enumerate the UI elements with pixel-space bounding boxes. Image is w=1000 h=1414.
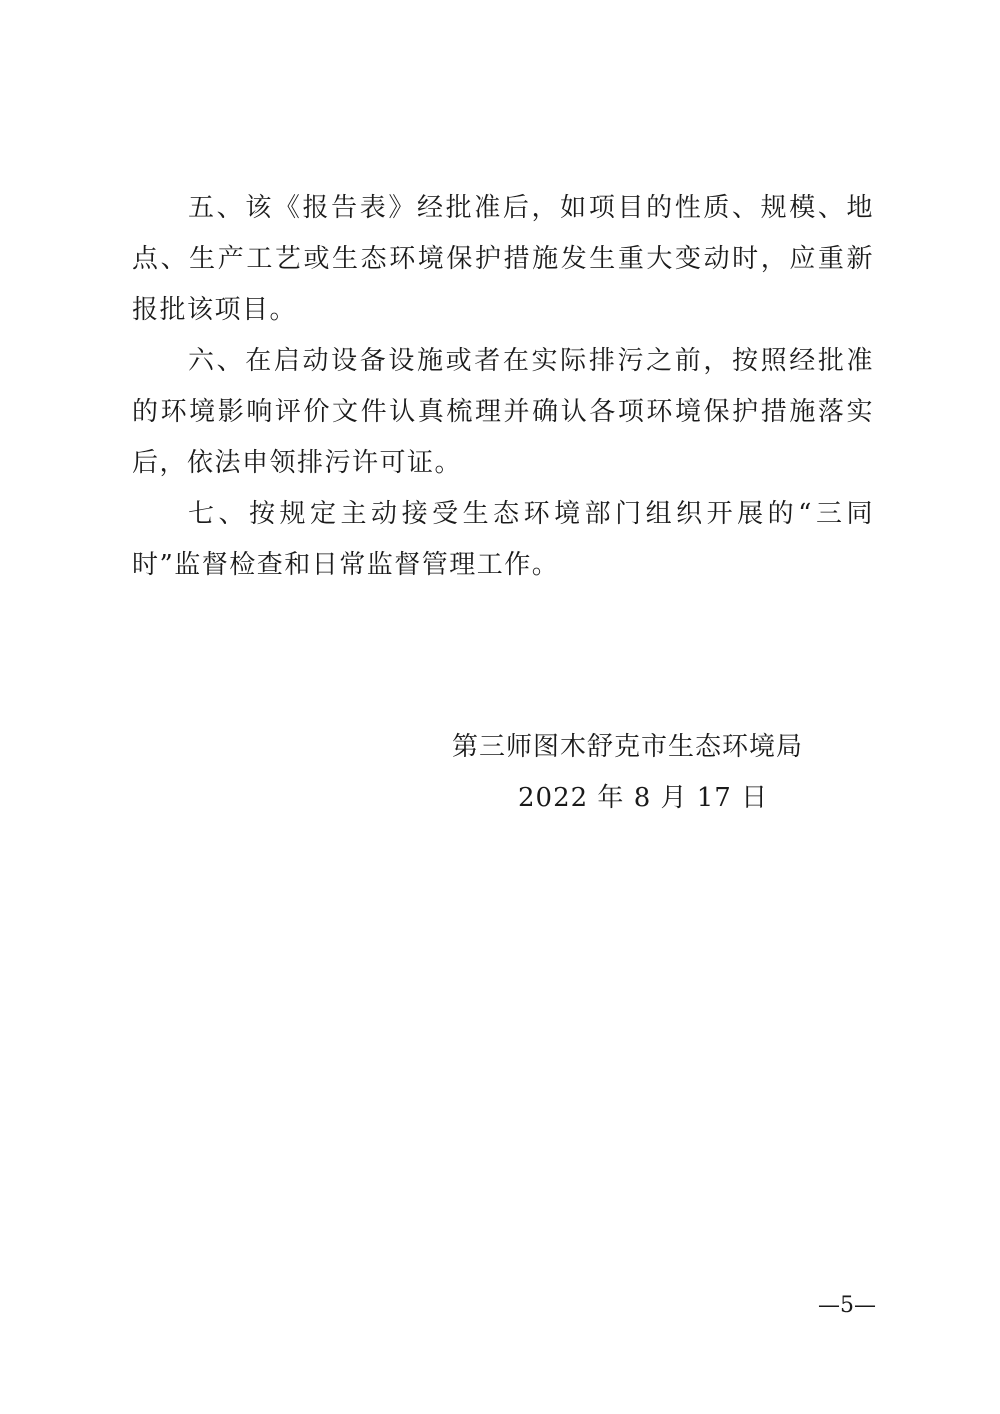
signature-organization: 第三师图木舒克市生态环境局 [452, 732, 804, 762]
signature-block [452, 722, 812, 824]
page-number: —5— [818, 1293, 876, 1318]
document-body [132, 183, 874, 591]
paragraph-item-5: 五、该《报告表》经批准后，如项目的性质、规模、地点、生产工艺或生态环境保护措施发生重大变动时，应重新报批该项目。 [132, 193, 874, 325]
paragraph-item-6: 六、在启动设备设施或者在实际排污之前，按照经批准的环境影响评价文件认真梳理并确认各项环境保护措施落实后，依法申领排污许可证。 [132, 346, 874, 478]
paragraph-item-7: 七、按规定主动接受生态环境部门组织开展的“三同时”监督检查和日常监督管理工作。 [132, 499, 874, 580]
signature-date: 2022 年 8 月 17 日 [518, 783, 769, 813]
